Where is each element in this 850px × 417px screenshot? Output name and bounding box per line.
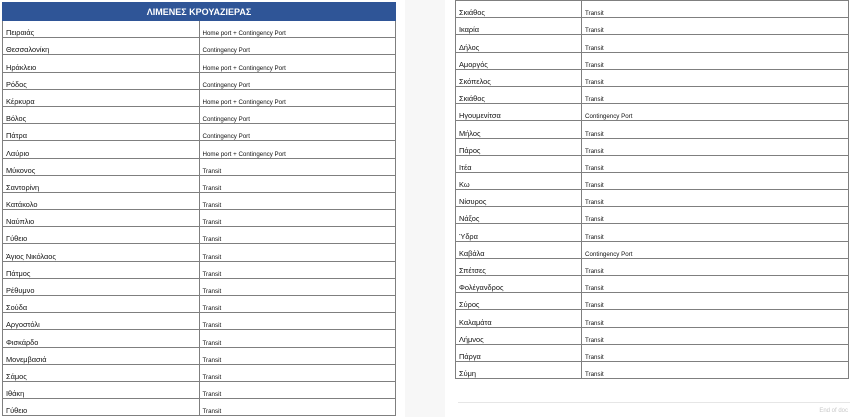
port-name-cell: Ιθάκη	[3, 381, 200, 398]
table-row	[456, 172, 849, 189]
port-type-cell: Transit	[199, 210, 396, 227]
table-row	[456, 293, 849, 310]
port-name-cell: Ηράκλειο	[3, 55, 200, 72]
port-type-cell: Transit	[582, 18, 849, 35]
port-type-cell: Contingency Port	[199, 106, 396, 123]
port-name-cell: Πάτμος	[3, 261, 200, 278]
table-row	[456, 1, 849, 18]
port-name-cell: Ρέθυμνο	[3, 278, 200, 295]
port-name-cell: Ναύπλιο	[3, 210, 200, 227]
port-type-cell: Transit	[199, 364, 396, 381]
port-type-cell: Transit	[582, 344, 849, 361]
table-row	[456, 310, 849, 327]
port-type-cell: Transit	[582, 190, 849, 207]
table-row	[3, 330, 396, 347]
port-type-cell: Transit	[199, 330, 396, 347]
port-type-cell: Transit	[582, 327, 849, 344]
table-row	[3, 244, 396, 261]
table-row	[456, 190, 849, 207]
port-type-cell: Transit	[582, 155, 849, 172]
port-name-cell: Αμοργός	[456, 52, 582, 69]
port-type-cell: Home port + Contingency Port	[199, 141, 396, 158]
table-row	[456, 241, 849, 258]
port-name-cell: Μύκονος	[3, 158, 200, 175]
port-name-cell: Αργοστόλι	[3, 313, 200, 330]
table-row	[456, 327, 849, 344]
port-type-cell: Transit	[199, 347, 396, 364]
end-of-document-rule	[458, 402, 850, 403]
table-body-right	[456, 1, 849, 379]
port-name-cell: Λαύριο	[3, 141, 200, 158]
port-type-cell: Home port + Contingency Port	[199, 55, 396, 72]
port-type-cell: Transit	[582, 172, 849, 189]
port-name-cell: Μήλος	[456, 121, 582, 138]
table-row	[3, 381, 396, 398]
port-name-cell: Βόλος	[3, 106, 200, 123]
port-name-cell: Λήμνος	[456, 327, 582, 344]
port-name-cell: Σύρος	[456, 293, 582, 310]
table-row	[3, 72, 396, 89]
port-type-cell: Transit	[582, 86, 849, 103]
table-row	[3, 313, 396, 330]
table-row	[3, 296, 396, 313]
port-type-cell: Transit	[199, 261, 396, 278]
port-type-cell: Transit	[582, 293, 849, 310]
table-row	[3, 210, 396, 227]
table-row	[3, 21, 396, 38]
port-name-cell: Σπέτσες	[456, 258, 582, 275]
port-type-cell: Contingency Port	[199, 124, 396, 141]
port-type-cell: Transit	[199, 227, 396, 244]
port-name-cell: Άγιος Νικόλαος	[3, 244, 200, 261]
port-type-cell: Contingency Port	[582, 241, 849, 258]
cruise-ports-table-right	[455, 0, 849, 379]
port-name-cell: Σύμη	[456, 361, 582, 378]
table-row	[3, 261, 396, 278]
port-name-cell: Καβάλα	[456, 241, 582, 258]
port-type-cell: Transit	[199, 175, 396, 192]
port-name-cell: Κέρκυρα	[3, 89, 200, 106]
port-type-cell: Transit	[582, 35, 849, 52]
port-name-cell: Σκιάθος	[456, 86, 582, 103]
table-row	[3, 106, 396, 123]
table-row	[3, 124, 396, 141]
table-header-row	[3, 3, 396, 21]
port-type-cell: Transit	[582, 310, 849, 327]
port-type-cell: Contingency Port	[582, 104, 849, 121]
port-type-cell: Transit	[199, 158, 396, 175]
table-row	[3, 364, 396, 381]
port-name-cell: Ηγουμενίτσα	[456, 104, 582, 121]
port-type-cell: Transit	[199, 313, 396, 330]
table-row	[3, 227, 396, 244]
port-type-cell: Transit	[199, 399, 396, 416]
port-name-cell: Μονεμβασιά	[3, 347, 200, 364]
port-name-cell: Κατάκολο	[3, 192, 200, 209]
port-name-cell: Ύδρα	[456, 224, 582, 241]
table-row	[456, 276, 849, 293]
port-name-cell: Νάξος	[456, 207, 582, 224]
port-type-cell: Transit	[582, 361, 849, 378]
port-type-cell: Contingency Port	[199, 38, 396, 55]
port-type-cell: Transit	[582, 224, 849, 241]
port-name-cell: Νίσυρος	[456, 190, 582, 207]
port-name-cell: Γύθειο	[3, 399, 200, 416]
document-page-left	[0, 0, 405, 417]
port-name-cell: Πάτρα	[3, 124, 200, 141]
port-name-cell: Ιτέα	[456, 155, 582, 172]
port-type-cell: Transit	[199, 381, 396, 398]
port-name-cell: Ικαρία	[456, 18, 582, 35]
port-type-cell: Transit	[582, 258, 849, 275]
table-row	[3, 278, 396, 295]
port-name-cell: Δήλος	[456, 35, 582, 52]
table-row	[456, 224, 849, 241]
table-row	[456, 121, 849, 138]
port-type-cell: Transit	[199, 278, 396, 295]
document-page-right	[445, 0, 850, 417]
port-type-cell: Transit	[582, 52, 849, 69]
port-type-cell: Transit	[582, 276, 849, 293]
table-row	[456, 86, 849, 103]
port-name-cell: Θεσσαλονίκη	[3, 38, 200, 55]
port-name-cell: Γύθειο	[3, 227, 200, 244]
port-name-cell: Φολέγανδρος	[456, 276, 582, 293]
table-row	[3, 141, 396, 158]
port-name-cell: Καλαμάτα	[456, 310, 582, 327]
port-type-cell: Transit	[582, 1, 849, 18]
table-row	[456, 18, 849, 35]
port-name-cell: Κω	[456, 172, 582, 189]
table-row	[456, 69, 849, 86]
table-row	[456, 52, 849, 69]
port-type-cell: Transit	[582, 121, 849, 138]
port-name-cell: Φισκάρδο	[3, 330, 200, 347]
port-type-cell: Contingency Port	[199, 72, 396, 89]
table-row	[3, 175, 396, 192]
table-row	[3, 38, 396, 55]
port-type-cell: Transit	[582, 207, 849, 224]
table-row	[456, 344, 849, 361]
port-name-cell: Πειραιάς	[3, 21, 200, 38]
table-row	[3, 192, 396, 209]
table-row	[3, 55, 396, 72]
port-name-cell: Σούδα	[3, 296, 200, 313]
table-row	[3, 399, 396, 416]
port-type-cell: Home port + Contingency Port	[199, 89, 396, 106]
port-name-cell: Σάμος	[3, 364, 200, 381]
port-name-cell: Πάρος	[456, 138, 582, 155]
port-name-cell: Σκόπελος	[456, 69, 582, 86]
table-row	[3, 347, 396, 364]
port-type-cell: Transit	[199, 192, 396, 209]
port-type-cell: Transit	[199, 244, 396, 261]
table-row	[456, 155, 849, 172]
table-row	[456, 207, 849, 224]
table-row	[456, 35, 849, 52]
port-name-cell: Σαντορίνη	[3, 175, 200, 192]
port-type-cell: Transit	[582, 69, 849, 86]
end-of-document-note: End of doc	[819, 408, 848, 414]
table-row	[456, 361, 849, 378]
port-name-cell: Σκιάθος	[456, 1, 582, 18]
cruise-ports-table-left	[2, 2, 396, 416]
port-name-cell: Πάργα	[456, 344, 582, 361]
table-row	[456, 138, 849, 155]
port-type-cell: Transit	[582, 138, 849, 155]
port-type-cell: Transit	[199, 296, 396, 313]
port-name-cell: Ρόδος	[3, 72, 200, 89]
table-row	[456, 258, 849, 275]
port-type-cell: Home port + Contingency Port	[199, 21, 396, 38]
table-row	[456, 104, 849, 121]
table-row	[3, 158, 396, 175]
table-title: ΛΙΜΕΝΕΣ ΚΡΟΥΑΖΙΕΡΑΣ	[3, 3, 396, 21]
table-body-left	[3, 21, 396, 416]
page-gutter	[405, 0, 445, 417]
table-row	[3, 89, 396, 106]
